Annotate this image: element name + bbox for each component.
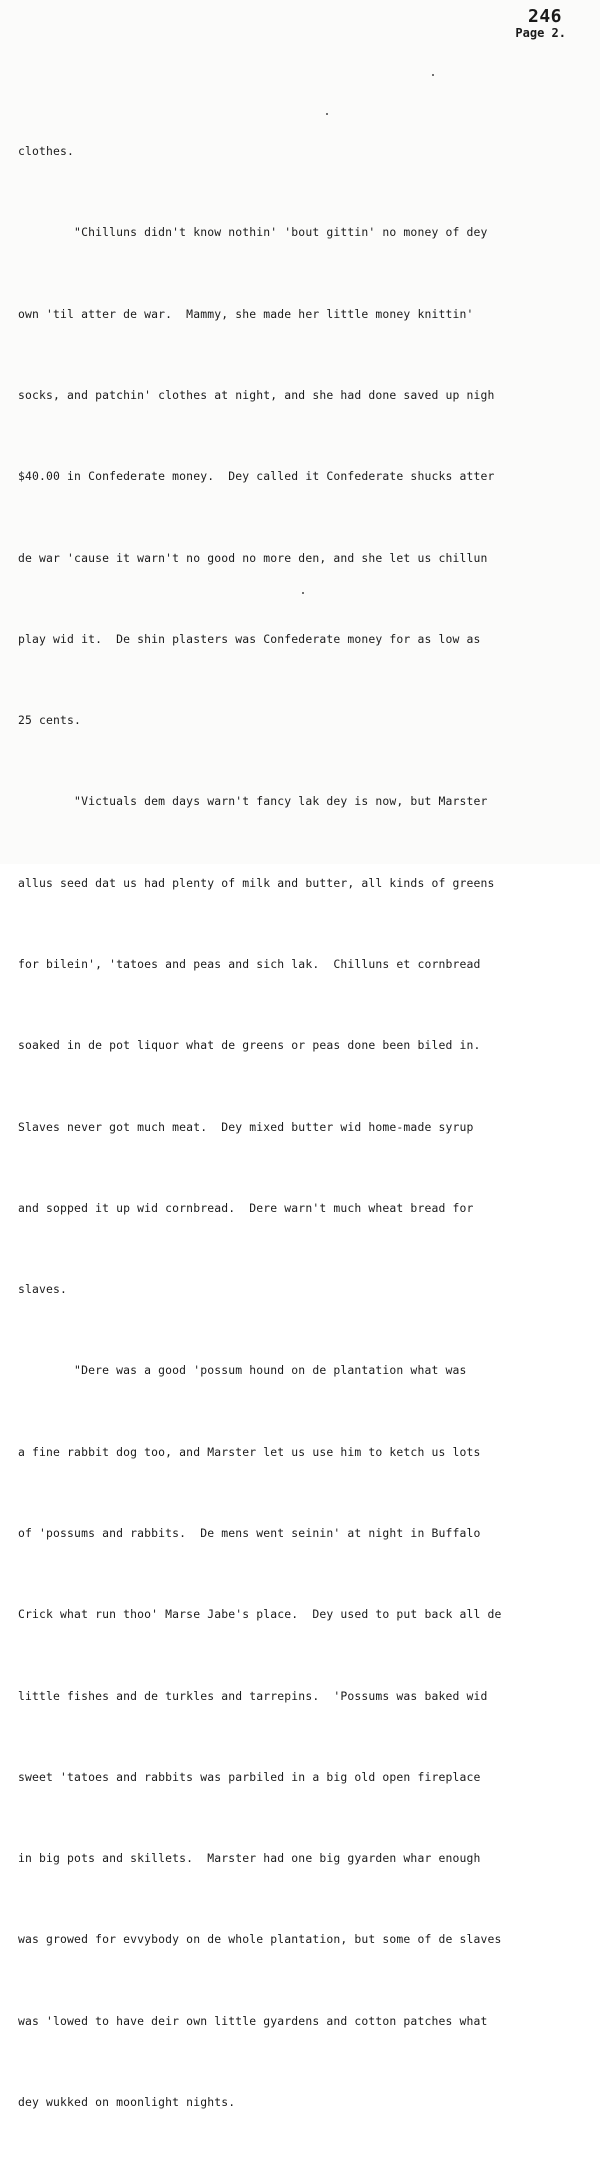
- text-line: of 'possums and rabbits. De mens went seinin' at night in Buffalo: [18, 1525, 481, 1540]
- text-line: slaves.: [18, 1282, 68, 1297]
- text-line: was 'lowed to have deir own little gyardens and cotton patches what: [18, 2013, 488, 2028]
- transcript-body: [18, 84, 580, 2170]
- page-number: 246: [527, 6, 562, 27]
- text-line: 25 cents.: [18, 713, 82, 728]
- text-line: "Dere was a good 'possum hound on de plantation what was: [18, 1363, 467, 1378]
- text-line: $40.00 in Confederate money. Dey called it Confederate shucks atter: [18, 469, 495, 484]
- text-line: "Victuals dem days warn't fancy lak dey is now, but Marster: [18, 794, 488, 809]
- text-line: was growed for evvybody on de whole plantation, but some of de slaves: [18, 1932, 502, 1947]
- text-line: little fishes and de turkles and tarrepins. 'Possums was baked wid: [18, 1688, 488, 1703]
- text-line: play wid it. De shin plasters was Confederate money for as low as: [18, 631, 481, 646]
- text-line: a fine rabbit dog too, and Marster let us use him to ketch us lots: [18, 1444, 481, 1459]
- text-line: Slaves never got much meat. Dey mixed butter wid home-made syrup: [18, 1119, 474, 1134]
- text-line: and sopped it up wid cornbread. Dere warn't much wheat bread for: [18, 1200, 474, 1215]
- text-line: Crick what run thoo' Marse Jabe's place. Dey used to put back all de: [18, 1607, 502, 1622]
- text-line: sweet 'tatoes and rabbits was parbiled in a big old open fireplace: [18, 1769, 481, 1784]
- text-line: in big pots and skillets. Marster had one big gyarden whar enough: [18, 1851, 481, 1866]
- text-line: for bilein', 'tatoes and peas and sich lak. Chilluns et cornbread: [18, 957, 481, 971]
- text-line: "Chilluns didn't know nothin' 'bout gittin' no money of dey: [18, 225, 488, 240]
- text-line: clothes.: [18, 144, 75, 159]
- text-line: de war 'cause it warn't no good no more den, and she let us chillun: [18, 550, 488, 565]
- page-label: Page 2.: [515, 26, 566, 40]
- paper-speck: [432, 74, 434, 76]
- text-line: socks, and patchin' clothes at night, and she had done saved up nigh: [18, 388, 495, 403]
- text-line: own 'til atter de war. Mammy, she made her little money knittin': [18, 306, 474, 321]
- text-line: dey wukked on moonlight nights.: [18, 2094, 236, 2109]
- text-line: allus seed dat us had plenty of milk and butter, all kinds of greens: [18, 875, 495, 890]
- text-line: soaked in de pot liquor what de greens or peas done been biled in.: [18, 1038, 481, 1053]
